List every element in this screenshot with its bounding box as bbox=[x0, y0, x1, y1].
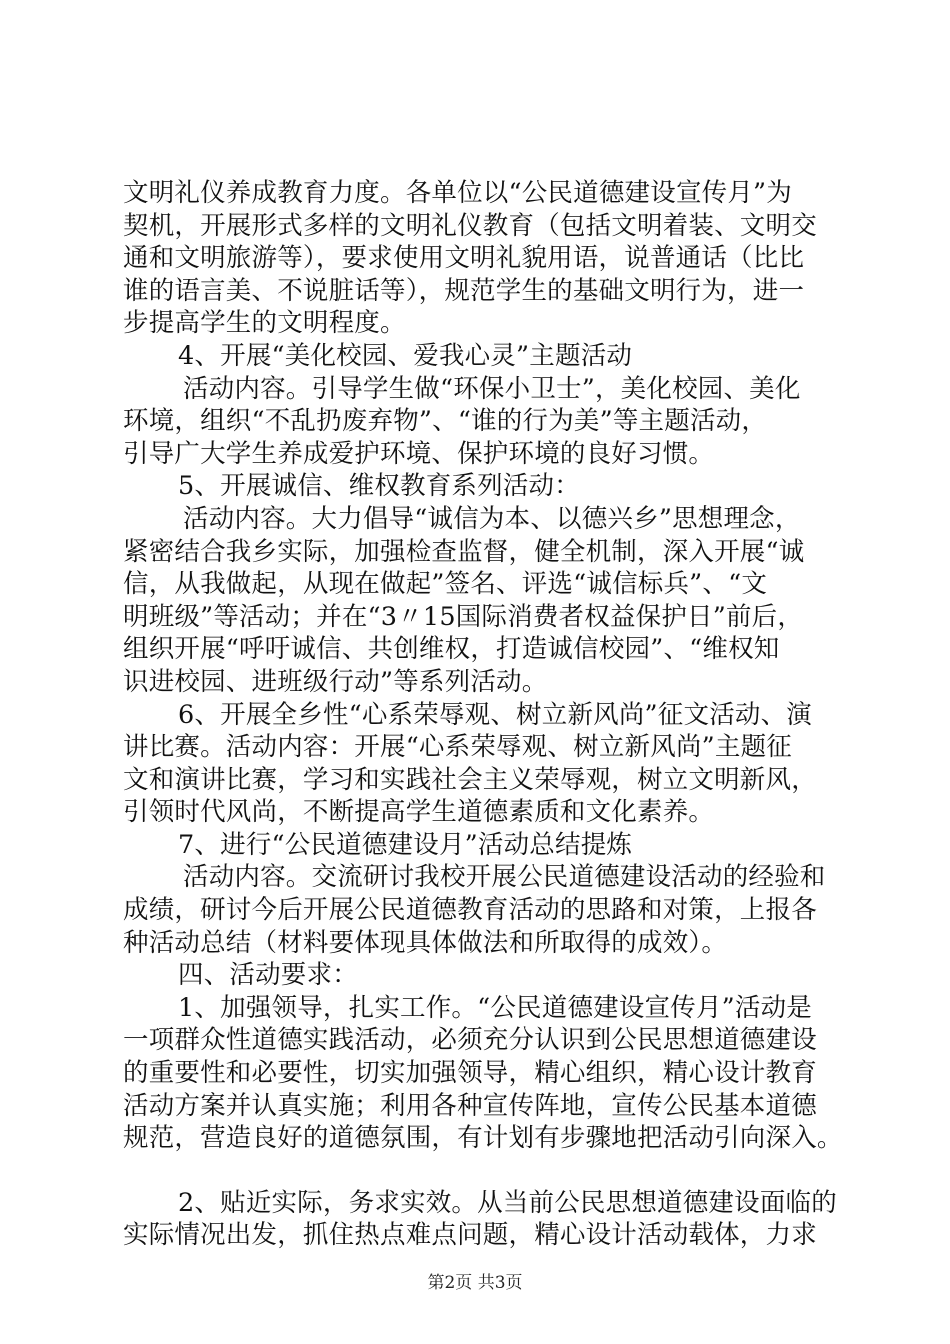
text-line: 活动内容。交流研讨我校开展公民道德建设活动的经验和 bbox=[183, 862, 826, 893]
text-line: 成绩，研讨今后开展公民道德教育活动的思路和对策，上报各 bbox=[123, 895, 817, 926]
text-line: 实际情况出发，抓住热点难点问题，精心设计活动载体，力求 bbox=[123, 1220, 817, 1251]
text-line: 引领时代风尚，不断提高学生道德素质和文化素养。 bbox=[123, 797, 715, 828]
text-line: 活动内容。引导学生做“环保小卫士”，美化校园、美化 bbox=[183, 373, 801, 404]
document-body bbox=[123, 177, 843, 1252]
text-line: 识进校园、进班级行动”等系列活动。 bbox=[123, 666, 548, 697]
section-heading: 4、开展“美化校园、爱我心灵”主题活动 bbox=[178, 340, 633, 371]
text-line: 步提高学生的文明程度。 bbox=[123, 308, 406, 339]
text-line: 文明礼仪养成教育力度。各单位以“公民道德建设宣传月”为 bbox=[123, 178, 792, 208]
text-line: 活动方案并认真实施；利用各种宣传阵地，宣传公民基本道德 bbox=[123, 1090, 817, 1121]
text-line: 契机，开展形式多样的文明礼仪教育（包括文明着装、文明交 bbox=[123, 210, 817, 241]
text-line: 紧密结合我乡实际，加强检查监督，健全机制，深入开展“诚 bbox=[123, 536, 805, 567]
text-line: 2、贴近实际，务求实效。从当前公民思想道德建设面临的 bbox=[178, 1187, 837, 1218]
text-line: 环境，组织“不乱扔废弃物”、“谁的行为美”等主题活动， bbox=[123, 406, 768, 437]
text-line: 信，从我做起，从现在做起”签名、评选“诚信标兵”、“文 bbox=[123, 569, 768, 600]
text-line: 的重要性和必要性，切实加强领导，精心组织，精心设计教育 bbox=[123, 1058, 817, 1089]
text-line: 谁的语言美、不说脏话等），规范学生的基础文明行为，进一 bbox=[123, 275, 805, 306]
text-line: 组织开展“呼吁诚信、共创维权，打造诚信校园”、“维权知 bbox=[123, 634, 780, 665]
section-heading: 四、活动要求： bbox=[178, 960, 358, 991]
text-line: 规范，营造良好的道德氛围，有计划有步骤地把活动引向深入。 bbox=[123, 1123, 843, 1154]
text-line: 讲比赛。活动内容：开展“心系荣辱观、树立新风尚”主题征 bbox=[123, 732, 792, 763]
text-line: 一项群众性道德实践活动，必须充分认识到公民思想道德建设 bbox=[123, 1025, 817, 1056]
section-heading: 6、开展全乡性“心系荣辱观、树立新风尚”征文活动、演 bbox=[178, 699, 812, 730]
text-line: 明班级”等活动；并在“3〃15国际消费者权益保护日”前后， bbox=[123, 601, 804, 632]
text-line: 引导广大学生养成爱护环境、保护环境的良好习惯。 bbox=[123, 438, 715, 469]
text-line: 文和演讲比赛，学习和实践社会主义荣辱观，树立文明新风， bbox=[123, 764, 817, 795]
text-line: 种活动总结（材料要体现具体做法和所取得的成效）。 bbox=[123, 927, 728, 958]
text-line: 通和文明旅游等），要求使用文明礼貌用语，说普通话（比比 bbox=[123, 243, 805, 274]
text-line: 活动内容。大力倡导“诚信为本、以德兴乡”思想理念， bbox=[183, 503, 801, 534]
page-footer: 第2页 共3页 bbox=[427, 1273, 523, 1293]
section-heading: 7、进行“公民道德建设月”活动总结提炼 bbox=[178, 829, 633, 860]
text-line: 1、加强领导，扎实工作。“公民道德建设宣传月”活动是 bbox=[178, 992, 812, 1023]
section-heading: 5、开展诚信、维权教育系列活动： bbox=[178, 471, 580, 502]
